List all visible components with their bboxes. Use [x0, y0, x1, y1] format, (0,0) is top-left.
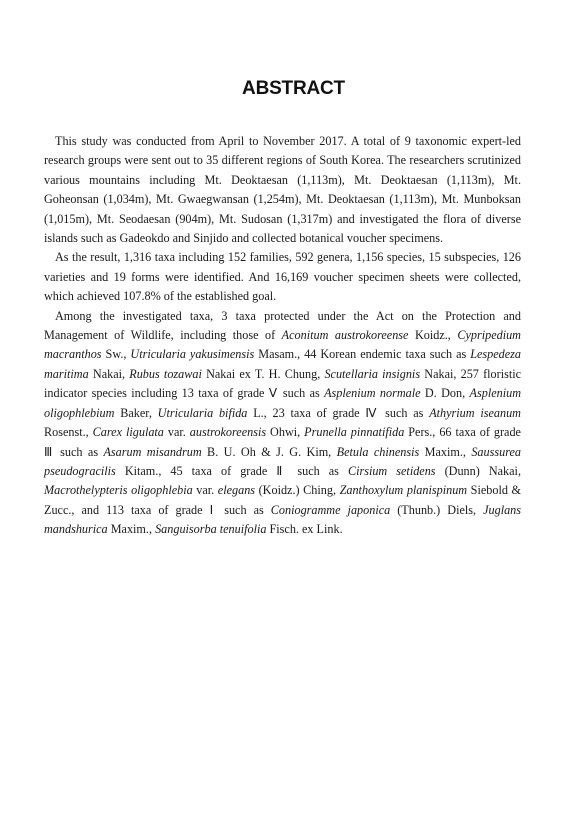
species-name: Aconitum austrokoreense [281, 328, 409, 343]
species-name: Rubus tozawai [129, 366, 202, 381]
paragraph-study-overview [44, 132, 521, 248]
text-run: This study was conducted from April to November 2017. A total of 9 taxonomic expert-led research groups were sent out to 35 different regions of South Korea. The researchers scrutinized various mountains including Mt. Deoktaesan (1,113m), Mt. Deoktaesan (1,113m), Mt. Goheonsan (1,034m), Mt. Gwaegwansan (1,254m), Mt. Deoktaesan (1,113m), Mt. Munboksan (1,015m), Mt. Seodaesan (904m), Mt. Sudosan (1,317m) and investigated the flora of diverse islands such as Gadeokdo and Sinjido and collected botanical voucher specimens. [44, 134, 521, 246]
species-name: Sanguisorba tenuifolia [155, 522, 267, 537]
text-run: Maxim., [419, 444, 472, 459]
text-run: Baker, [114, 405, 158, 420]
text-run: Siebold & Zucc., and 113 taxa of grade Ⅰ such as [44, 483, 521, 517]
page-title: ABSTRACT [242, 78, 345, 99]
text-run: Pers., 66 taxa of grade Ⅲ such as [44, 425, 521, 459]
paragraph-results [44, 248, 521, 306]
species-name: austrokoreensis [189, 425, 267, 440]
species-name: Macrothelypteris oligophlebia [44, 483, 193, 498]
species-name: Asplenium oligophlebium [44, 386, 521, 420]
text-run: (Koidz.) Ching, [255, 483, 340, 498]
text-run: (Thunb.) Diels, [390, 502, 484, 517]
species-name: elegans [217, 483, 256, 498]
text-run: Ohwi, [266, 425, 305, 440]
species-name: Betula chinensis [336, 444, 420, 459]
text-run: Masam., 44 Korean endemic taxa such as [254, 347, 471, 362]
species-name: Coniogramme japonica [270, 502, 391, 517]
species-name: Asplenium normale [324, 386, 421, 401]
text-run: Kitam., 45 taxa of grade Ⅱ such as [115, 463, 348, 478]
text-run: Koidz., [408, 328, 458, 343]
text-run: D. Don, [420, 386, 470, 401]
text-run: Nakai, [88, 366, 130, 381]
text-run: Maxim., [107, 522, 156, 537]
paragraph-taxa-details [44, 307, 521, 540]
species-name: Cypripedium macranthos [44, 328, 521, 362]
text-run: Sw., [101, 347, 131, 362]
species-name: Saussurea pseudogracilis [44, 444, 521, 478]
text-run: var. [192, 483, 218, 498]
species-name: Utricularia yakusimensis [130, 347, 255, 362]
text-run: var. [163, 425, 190, 440]
species-name: Prunella pinnatifida [304, 425, 405, 440]
text-run: Nakai ex T. H. Chung, [201, 366, 325, 381]
abstract-body [44, 132, 521, 540]
species-name: Lespedeza maritima [44, 347, 521, 381]
text-run: L., 23 taxa of grade Ⅳ such as [247, 405, 430, 420]
species-name: Asarum misandrum [103, 444, 202, 459]
species-name: Cirsium setidens [347, 463, 436, 478]
text-run: (Dunn) Nakai, [435, 463, 521, 478]
species-name: Athyrium iseanum [429, 405, 521, 420]
species-name: Carex ligulata [92, 425, 164, 440]
species-name: Scutellaria insignis [324, 366, 421, 381]
text-run: Rosenst., [44, 425, 93, 440]
species-name: Utricularia bifida [157, 405, 248, 420]
text-run: Among the investigated taxa, 3 taxa protected under the Act on the Protection and Management of Wildlife, including those of [44, 308, 521, 343]
text-run: B. U. Oh & J. G. Kim, [201, 444, 337, 459]
text-run: Fisch. ex Link. [266, 522, 343, 537]
text-run: Nakai, 257 floristic indicator species including 13 taxa of grade Ⅴ such as [44, 366, 522, 401]
text-run: As the result, 1,316 taxa including 152 families, 592 genera, 1,156 species, 15 subspecies, 126 varieties and 19 forms were identified. And 16,169 voucher specimen sheets were collected, which achieved 107.8% of the established goal. [44, 250, 521, 304]
species-name: Juglans mandshurica [44, 502, 522, 537]
species-name: Zanthoxylum planispinum [339, 483, 468, 498]
